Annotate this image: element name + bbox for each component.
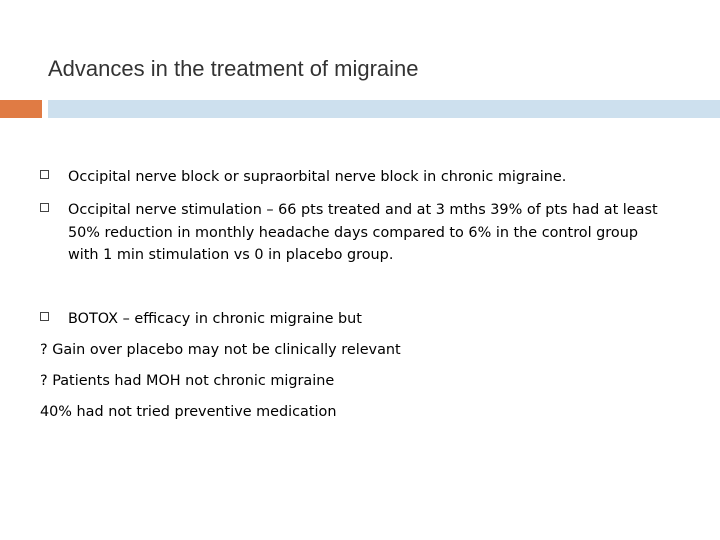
bullet-item xyxy=(40,199,660,269)
checkbox-icon xyxy=(40,203,49,212)
bullet-item xyxy=(40,166,660,190)
note-line: ? Gain over placebo may not be clinically relevant xyxy=(40,342,401,358)
slide-title: Advances in the treatment of migraine xyxy=(48,56,419,81)
title-rule-accent xyxy=(0,100,42,118)
note-line: ? Patients had MOH not chronic migraine xyxy=(40,373,335,389)
bullet-text: BOTOX – efficacy in chronic migraine but xyxy=(68,311,362,327)
bullet-text: Occipital nerve stimulation – 66 pts treated and at 3 mths 39% of pts had at least 50% reduction in monthly headache days compared to 6% in the control group with 1 min stimulation vs 0 in placebo group. xyxy=(68,202,658,263)
bullet-item xyxy=(40,308,660,332)
checkbox-icon xyxy=(40,312,49,321)
checkbox-icon xyxy=(40,170,49,179)
title-rule-bar xyxy=(48,100,720,118)
bullet-text: Occipital nerve block or supraorbital nerve block in chronic migraine. xyxy=(68,169,567,185)
note-line: 40% had not tried preventive medication xyxy=(40,404,337,420)
